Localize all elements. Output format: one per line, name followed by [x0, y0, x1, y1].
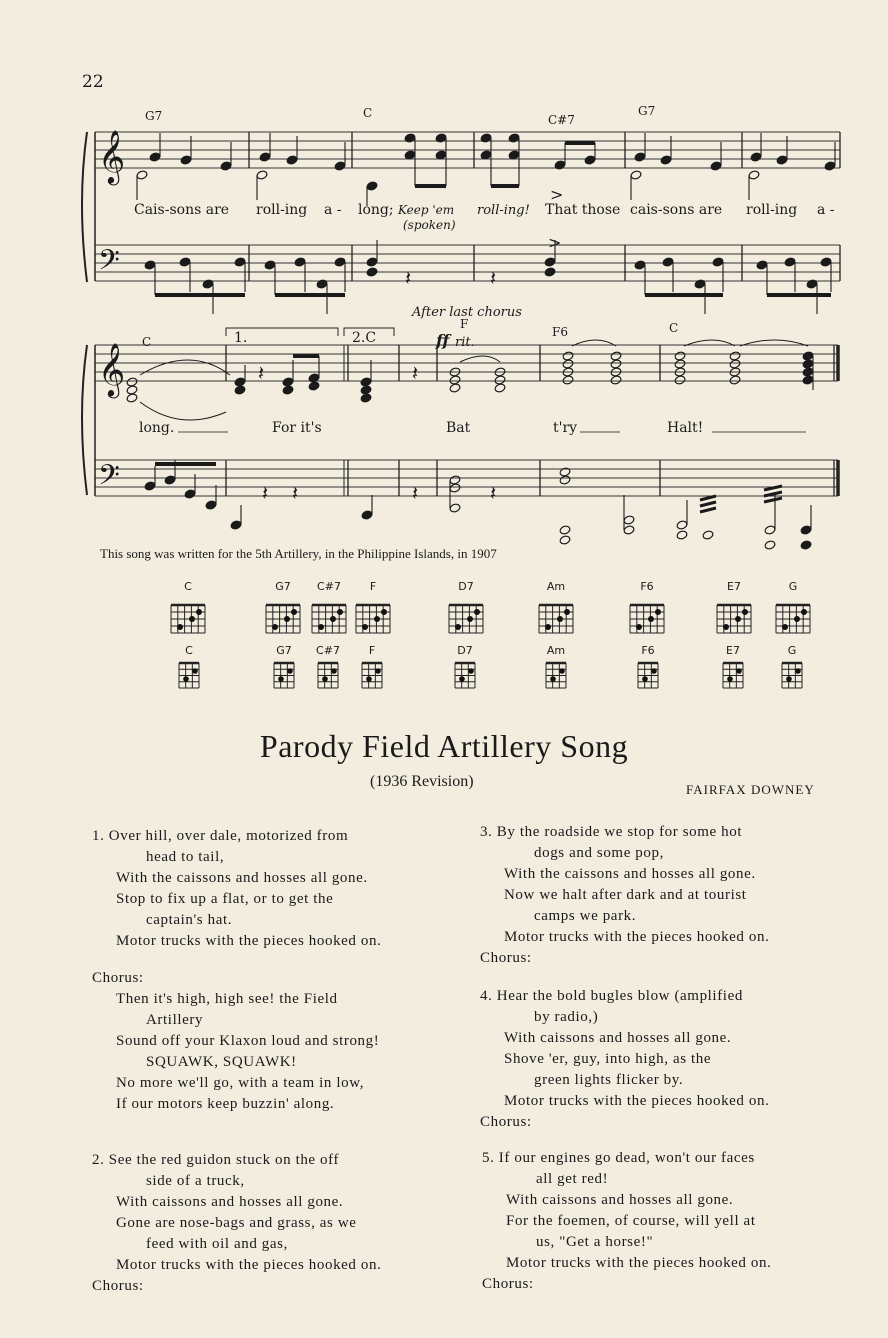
note-head	[610, 351, 622, 361]
guitar-chord-name: C	[184, 580, 192, 593]
verse-line: all get red!	[536, 1171, 609, 1187]
note-head	[259, 152, 271, 162]
note-head	[662, 257, 674, 267]
finger-dot	[192, 668, 198, 674]
song-subtitle: (1936 Revision)	[370, 773, 474, 790]
guitar-chord-name: D7	[458, 580, 474, 593]
note-head	[366, 267, 378, 277]
finger-dot	[550, 676, 556, 682]
note-head	[562, 351, 574, 361]
note-head	[559, 525, 571, 535]
finger-dot	[381, 609, 387, 615]
finger-dot	[468, 668, 474, 674]
note-head	[449, 375, 461, 385]
note-head	[149, 152, 161, 162]
chorus-label: Chorus:	[92, 1278, 144, 1294]
score-text	[98, 104, 835, 505]
note-head	[676, 520, 688, 530]
note-head	[634, 260, 646, 270]
finger-dot	[782, 624, 788, 630]
uke-chord-name: E7	[726, 644, 740, 657]
uke-chord-name: G	[787, 644, 797, 657]
verse-line: Motor trucks with the pieces hooked on.	[116, 933, 382, 949]
verse-line: Then it's high, high see! the Field	[116, 991, 338, 1007]
note-head	[800, 525, 812, 535]
note-head	[674, 351, 686, 361]
note-head	[676, 530, 688, 540]
finger-dot	[272, 624, 278, 630]
uke-chord-name: D7	[457, 644, 473, 657]
note-head	[674, 359, 686, 369]
verse-line: camps we park.	[534, 908, 637, 924]
treble-clef: 𝄞	[98, 342, 126, 396]
finger-dot	[648, 616, 654, 622]
note-head	[180, 155, 192, 165]
slur	[140, 402, 226, 420]
note-head	[360, 393, 372, 403]
finger-dot	[318, 624, 324, 630]
note-head	[234, 257, 246, 267]
verse-line: SQUAWK, SQUAWK!	[146, 1054, 297, 1070]
note-head	[748, 170, 760, 180]
note-head	[449, 483, 461, 493]
finger-dot	[564, 609, 570, 615]
verse-line: Motor trucks with the pieces hooked on.	[504, 1093, 770, 1109]
note-head	[820, 257, 832, 267]
note-head	[729, 375, 741, 385]
verse-line: feed with oil and gas,	[146, 1236, 288, 1252]
guitar-chord-name: Am	[546, 580, 566, 593]
chord-diagrams	[0, 575, 888, 695]
song-author: FAIRFAX DOWNEY	[686, 782, 815, 797]
ending-label: 2.C	[352, 330, 377, 346]
finger-dot	[801, 609, 807, 615]
note-head	[634, 152, 646, 162]
verse-line: side of a truck,	[146, 1173, 245, 1189]
lyric: long;	[358, 202, 394, 218]
verse-line: With caissons and hosses all gone.	[504, 1030, 732, 1046]
verse-line: Motor trucks with the pieces hooked on.	[506, 1255, 772, 1271]
note-head	[562, 359, 574, 369]
finger-dot	[736, 668, 742, 674]
tie	[460, 356, 500, 362]
finger-dot	[735, 616, 741, 622]
finger-dot	[337, 609, 343, 615]
note-head	[610, 375, 622, 385]
note-head	[764, 540, 776, 550]
note-head	[559, 535, 571, 545]
finger-dot	[331, 668, 337, 674]
notes	[126, 133, 836, 550]
note-head	[674, 375, 686, 385]
note-head	[360, 385, 372, 395]
finger-dot	[366, 676, 372, 682]
uke-chord-name: C#7	[316, 644, 340, 657]
tremolo	[700, 502, 716, 506]
chord-symbol: F6	[552, 325, 568, 339]
note-head	[554, 160, 566, 170]
uke-chord-name: Am	[546, 644, 566, 657]
tempo-marking: rit.	[455, 335, 475, 350]
rest: 𝄽	[262, 481, 269, 505]
finger-dot	[545, 624, 551, 630]
finger-dot	[330, 616, 336, 622]
note-head	[126, 377, 138, 387]
guitar-chord-name: G	[788, 580, 798, 593]
note-head	[802, 351, 814, 361]
note-head	[256, 170, 268, 180]
finger-dot	[636, 624, 642, 630]
ending-label: 1.	[234, 330, 248, 346]
accent: >	[548, 233, 562, 252]
chord-symbol: C#7	[548, 113, 575, 127]
chord-symbol: C	[363, 106, 373, 120]
note-head	[764, 525, 776, 535]
note-head	[729, 351, 741, 361]
lyric: (spoken)	[403, 218, 456, 232]
tie	[140, 360, 230, 375]
note-head	[802, 359, 814, 369]
chorus	[92, 968, 379, 1115]
note-head	[800, 540, 812, 550]
chord-symbol: C	[669, 321, 679, 335]
note-head	[282, 385, 294, 395]
chorus-label: Chorus:	[480, 950, 532, 966]
finger-dot	[362, 624, 368, 630]
lyric: roll-ing	[256, 202, 308, 218]
note-head	[802, 375, 814, 385]
verse-line: Gone are nose-bags and grass, as we	[116, 1215, 357, 1231]
note-head	[508, 133, 520, 143]
finger-dot	[651, 668, 657, 674]
note-head	[334, 257, 346, 267]
note-head	[308, 381, 320, 391]
finger-dot	[177, 624, 183, 630]
note-head	[544, 267, 556, 277]
finger-dot	[794, 616, 800, 622]
tremolo	[700, 508, 716, 512]
note-head	[136, 170, 148, 180]
note-head	[610, 359, 622, 369]
finger-dot	[455, 624, 461, 630]
uke-chord-name: F6	[641, 644, 655, 657]
uke-chord-name: C	[185, 644, 193, 657]
finger-dot	[291, 609, 297, 615]
verse-line: Motor trucks with the pieces hooked on.	[504, 929, 770, 945]
chorus-label: Chorus:	[92, 970, 144, 986]
lyric: a -	[817, 202, 835, 218]
verse-line: With caissons and hosses all gone.	[506, 1192, 734, 1208]
song-title: Parody Field Artillery Song	[259, 728, 629, 764]
verse-line: 2. See the red guidon stuck on the off	[92, 1152, 340, 1168]
finger-dot	[727, 676, 733, 682]
rest: 𝄽	[258, 361, 265, 385]
note-head	[179, 257, 191, 267]
note-head	[449, 383, 461, 393]
note-head	[630, 170, 642, 180]
note-head	[234, 385, 246, 395]
dynamics-marking: ff	[436, 331, 450, 350]
note-head	[202, 279, 214, 289]
lyric: roll-ing!	[477, 203, 530, 218]
note-head	[559, 467, 571, 477]
note-head	[750, 152, 762, 162]
chord-symbol: G7	[145, 109, 163, 123]
finger-dot	[474, 609, 480, 615]
chord-symbol: G7	[638, 104, 656, 118]
finger-dot	[287, 668, 293, 674]
note-head	[294, 257, 306, 267]
note-head	[361, 510, 373, 520]
note-head	[230, 520, 242, 530]
verse-1	[92, 826, 381, 952]
lyric: Cais-sons are	[134, 202, 230, 218]
note-head	[308, 373, 320, 383]
note-head	[184, 489, 196, 499]
finger-dot	[284, 616, 290, 622]
brace	[82, 132, 87, 282]
verse-line: For the foemen, of course, will yell at	[506, 1213, 756, 1229]
verse-4	[480, 986, 769, 1133]
note-head	[824, 161, 836, 171]
verse-line: us, "Get a horse!"	[536, 1234, 654, 1250]
note-head	[756, 260, 768, 270]
note-head	[164, 475, 176, 485]
note-head	[623, 525, 635, 535]
lyric: cais-sons are	[630, 202, 723, 218]
rest: 𝄽	[405, 266, 412, 290]
verse-line: head to tail,	[146, 849, 225, 865]
verse-line: With the caissons and hosses all gone.	[116, 870, 368, 886]
finger-dot	[742, 609, 748, 615]
rest: 𝄽	[490, 266, 497, 290]
finger-dot	[322, 676, 328, 682]
rest: 𝄽	[292, 481, 299, 505]
note-head	[712, 257, 724, 267]
verse-5	[482, 1148, 771, 1295]
note-head	[126, 385, 138, 395]
lyric: t'ry	[553, 420, 578, 436]
verse-line: 4. Hear the bold bugles blow (amplified	[480, 988, 743, 1004]
note-head	[694, 279, 706, 289]
chorus-label: Chorus:	[482, 1276, 534, 1292]
guitar-chord-name: E7	[727, 580, 741, 593]
note-head	[562, 375, 574, 385]
verse-line: 1. Over hill, over dale, motorized from	[92, 828, 349, 844]
guitar-chord-name: F	[369, 580, 377, 593]
note-head	[404, 133, 416, 143]
accent: >	[550, 185, 564, 204]
note-head	[126, 393, 138, 403]
note-head	[144, 481, 156, 491]
finger-dot	[557, 616, 563, 622]
rest: 𝄽	[412, 481, 419, 505]
finger-dot	[655, 609, 661, 615]
tremolo	[764, 498, 782, 502]
verse-line: captain's hat.	[146, 912, 233, 928]
note-head	[494, 383, 506, 393]
verse-line: green lights flicker by.	[534, 1072, 684, 1088]
note-head	[449, 475, 461, 485]
note-head	[544, 257, 556, 267]
note-head	[559, 475, 571, 485]
lyric: roll-ing	[746, 202, 798, 218]
rest: 𝄽	[490, 481, 497, 505]
tremolo	[764, 492, 782, 496]
uke-chord-name: G7	[276, 644, 292, 657]
finger-dot	[723, 624, 729, 630]
verse-2	[92, 1150, 381, 1297]
finger-dot	[467, 616, 473, 622]
guitar-chord-name: G7	[275, 580, 291, 593]
note-head	[660, 155, 672, 165]
rest: 𝄽	[412, 361, 419, 385]
verse-line: With caissons and hosses all gone.	[116, 1194, 344, 1210]
note-head	[366, 181, 378, 191]
finger-dot	[183, 676, 189, 682]
lyric: Keep 'em	[398, 203, 455, 217]
verse-line: 3. By the roadside we stop for some hot	[480, 824, 743, 840]
brace	[82, 345, 87, 495]
finger-dot	[375, 668, 381, 674]
verse-line: Artillery	[146, 1012, 204, 1028]
direction-text: After last chorus	[412, 305, 522, 320]
verse-line: Sound off your Klaxon loud and strong!	[116, 1033, 380, 1049]
note-head	[729, 359, 741, 369]
note-head	[784, 257, 796, 267]
verse-line: Motor trucks with the pieces hooked on.	[116, 1257, 382, 1273]
treble-clef: 𝄞	[98, 129, 126, 183]
note-head	[205, 500, 217, 510]
bass-clef: 𝄢	[98, 459, 120, 499]
page-number: 22	[82, 72, 104, 92]
note-head	[282, 377, 294, 387]
uke-chord-name: F	[368, 644, 376, 657]
finger-dot	[374, 616, 380, 622]
note-head	[480, 133, 492, 143]
finger-dot	[459, 676, 465, 682]
verse-line: With the caissons and hosses all gone.	[504, 866, 756, 882]
tremolo	[700, 496, 716, 500]
finger-dot	[559, 668, 565, 674]
note-head	[360, 377, 372, 387]
verse-line: 5. If our engines go dead, won't our faces	[482, 1150, 755, 1166]
verse-line: No more we'll go, with a team in low,	[116, 1075, 365, 1091]
note-head	[806, 279, 818, 289]
note-head	[776, 155, 788, 165]
finger-dot	[196, 609, 202, 615]
note-head	[584, 155, 596, 165]
note-head	[494, 375, 506, 385]
song-note: This song was written for the 5th Artillery, in the Philippine Islands, in 1907	[100, 546, 497, 561]
chord-symbol: C	[142, 335, 152, 349]
note-head	[802, 367, 814, 377]
note-head	[264, 260, 276, 270]
note-head	[366, 257, 378, 267]
note-head	[334, 161, 346, 171]
finger-dot	[786, 676, 792, 682]
verse-line: Now we halt after dark and at tourist	[504, 887, 747, 903]
verse-line: Shove 'er, guy, into high, as the	[504, 1051, 712, 1067]
note-head	[623, 515, 635, 525]
chorus-label: Chorus:	[480, 1114, 532, 1130]
note-head	[234, 377, 246, 387]
verse-line: If our motors keep buzzin' along.	[116, 1096, 335, 1112]
verse-3	[480, 822, 769, 969]
guitar-chord-name: F6	[640, 580, 654, 593]
lyric: a -	[324, 202, 342, 218]
verse-line: Stop to fix up a flat, or to get the	[116, 891, 334, 907]
verse-line: dogs and some pop,	[534, 845, 664, 861]
note-head	[316, 279, 328, 289]
lyric: That those	[545, 202, 621, 218]
note-head	[702, 530, 714, 540]
note-head	[220, 161, 232, 171]
note-head	[286, 155, 298, 165]
lyric: Bat	[446, 420, 471, 436]
bass-clef: 𝄢	[98, 244, 120, 284]
verse-line: by radio,)	[534, 1009, 599, 1025]
chord-symbol: F	[460, 317, 469, 331]
finger-dot	[795, 668, 801, 674]
lyric: For it's	[272, 420, 322, 436]
lyric: long.	[139, 420, 175, 436]
note-head	[144, 260, 156, 270]
note-head	[449, 503, 461, 513]
note-head	[435, 133, 447, 143]
note-head	[710, 161, 722, 171]
lyric: Halt!	[667, 420, 704, 436]
finger-dot	[642, 676, 648, 682]
guitar-chord-name: C#7	[317, 580, 341, 593]
finger-dot	[189, 616, 195, 622]
finger-dot	[278, 676, 284, 682]
